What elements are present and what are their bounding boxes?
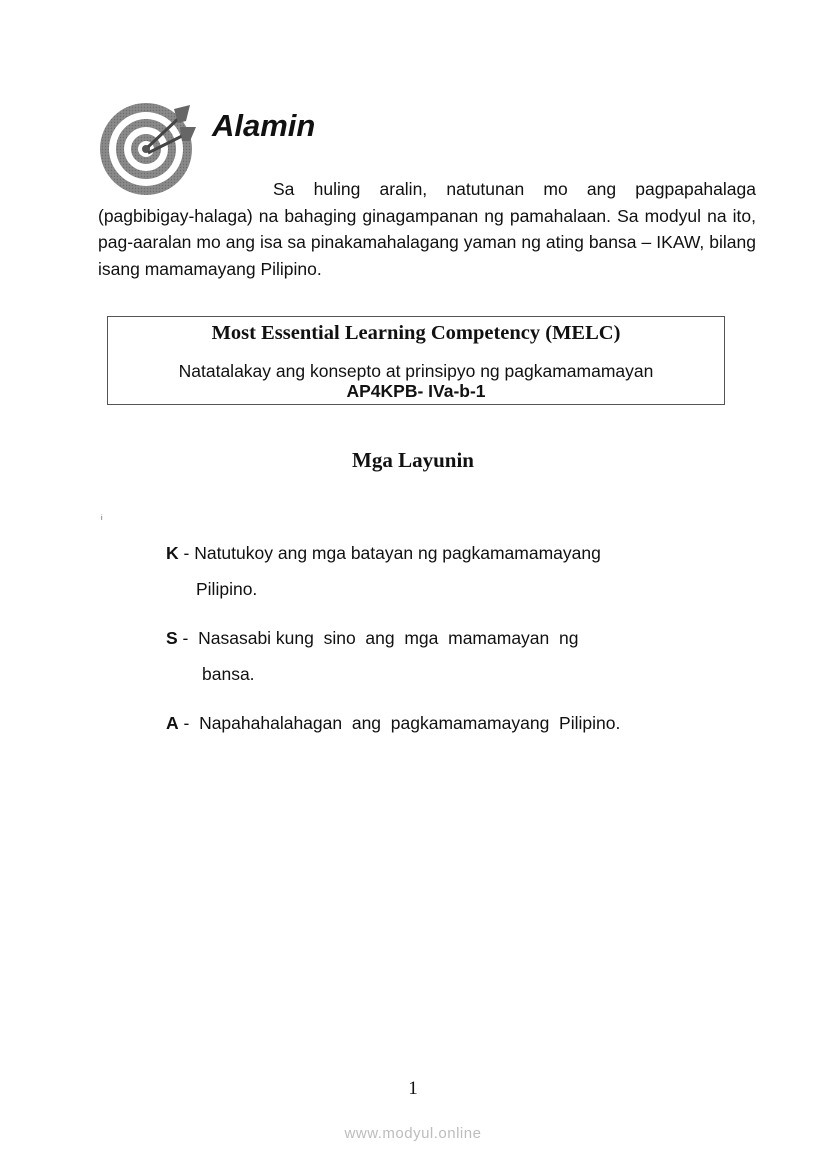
objective-letter: A xyxy=(166,713,179,733)
objective-text-continued: bansa. xyxy=(202,664,255,684)
objective-text: Natutukoy ang mga batayan ng pagkamamamayang xyxy=(194,543,601,563)
objective-text: Napahahalahagan ang pagkamamamayang Pilipino. xyxy=(199,713,621,733)
melc-box xyxy=(107,316,725,405)
section-title: Alamin xyxy=(212,108,316,143)
objective-separator: - xyxy=(178,713,200,733)
objective-letter: K xyxy=(166,543,179,563)
objective-separator: - xyxy=(178,543,195,563)
objective-separator: - xyxy=(177,628,199,648)
objective-knowledge xyxy=(166,535,601,607)
objectives-title: Mga Layunin xyxy=(352,448,474,472)
objective-text-continued: Pilipino. xyxy=(196,579,258,599)
intro-paragraph: Sa huling aralin, natutunan mo ang pagpapahalaga (pagbibigay-halaga) na bahaging ginagampanan ng pamahalaan. Sa modyul na ito, pag-aaralan mo ang isa sa pinakamahalagang yaman ng ating bansa – IKAW, bilang isang mamamayang Pilipino. xyxy=(98,179,756,279)
watermark: www.modyul.online xyxy=(344,1125,482,1142)
objective-text: Nasasabi kung sino ang mga mamamayan ng xyxy=(198,628,579,648)
melc-heading: Most Essential Learning Competency (MELC) xyxy=(211,322,621,344)
page-number: 1 xyxy=(408,1078,418,1099)
stray-mark: i xyxy=(101,515,103,522)
objective-letter: S xyxy=(166,628,178,648)
objective-attitude xyxy=(166,705,620,741)
melc-description: Natatalakay ang konsepto at prinsipyo ng pagkamamamayan xyxy=(178,361,654,381)
objective-skill xyxy=(166,620,578,692)
melc-code: AP4KPB- IVa-b-1 xyxy=(346,381,486,401)
